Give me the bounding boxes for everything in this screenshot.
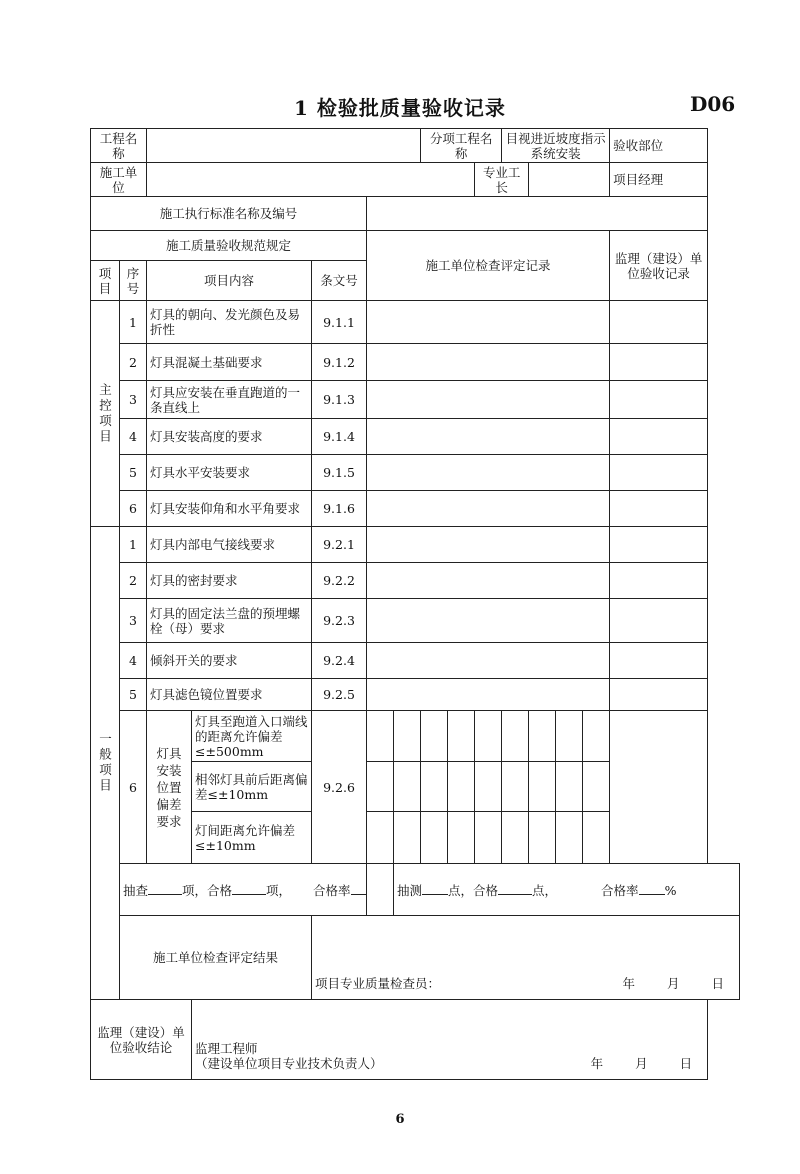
deviation-grid-cell[interactable]	[367, 711, 394, 762]
summary-measure-label: 抽测	[397, 882, 423, 898]
general-item-content: 灯具内部电气接线要求	[147, 527, 312, 563]
main-item-supervisor[interactable]	[610, 381, 708, 419]
main-item-record[interactable]	[367, 491, 610, 527]
main-item-supervisor[interactable]	[610, 491, 708, 527]
deviation-grid-cell[interactable]	[502, 812, 529, 864]
result-year: 年	[622, 976, 635, 991]
main-item-supervisor[interactable]	[610, 301, 708, 344]
general-item-record[interactable]	[367, 527, 610, 563]
summary-check	[120, 864, 367, 916]
item-header: 项目	[91, 261, 120, 301]
form-code: D06	[690, 92, 736, 116]
conclusion-date	[559, 1056, 705, 1071]
conclusion-month: 月	[635, 1056, 648, 1071]
general-item-clause: 9.2.4	[312, 643, 367, 679]
deviation-grid-cell[interactable]	[394, 762, 421, 812]
sub-project-label: 分项工程名称	[421, 129, 502, 163]
general-group-label: 一般项目	[91, 527, 120, 1000]
main-item-record[interactable]	[367, 301, 610, 344]
summary-measure-pass-field[interactable]	[498, 882, 532, 895]
summary-point-unit: 点，合格	[448, 882, 499, 898]
general-item-supervisor[interactable]	[610, 563, 708, 599]
deviation-grid-cell[interactable]	[556, 711, 583, 762]
deviation-clause: 9.2.6	[312, 711, 367, 864]
main-item-content: 灯具混凝土基础要求	[147, 344, 312, 381]
spec-header: 施工质量验收规范规定	[91, 231, 367, 261]
main-item-content: 灯具水平安装要求	[147, 455, 312, 491]
deviation-grid-cell[interactable]	[556, 812, 583, 864]
main-item-supervisor[interactable]	[610, 344, 708, 381]
summary-measure	[394, 864, 740, 916]
deviation-grid-cell[interactable]	[421, 711, 448, 762]
deviation-grid-cell[interactable]	[421, 762, 448, 812]
project-name-label: 工程名称	[91, 129, 147, 163]
main-item-content: 灯具安装高度的要求	[147, 419, 312, 455]
main-item-content: 灯具应安装在垂直跑道的一条直线上	[147, 381, 312, 419]
deviation-grid-cell[interactable]	[583, 812, 610, 864]
deviation-grid-cell[interactable]	[448, 812, 475, 864]
main-group-label: 主控项目	[91, 301, 120, 527]
general-item-content: 灯具滤色镜位置要求	[147, 679, 312, 711]
general-item-supervisor[interactable]	[610, 643, 708, 679]
conclusion-day: 日	[679, 1056, 693, 1071]
summary-measure-count-field[interactable]	[422, 882, 448, 895]
summary-check-label: 抽查	[123, 882, 149, 898]
seq-header: 序号	[120, 261, 147, 301]
main-item-record[interactable]	[367, 455, 610, 491]
accept-part-label: 验收部位	[613, 138, 664, 153]
summary-rate2-field[interactable]	[639, 882, 665, 895]
main-item-clause: 9.1.1	[312, 301, 367, 344]
page-title: 1 检验批质量验收记录	[294, 96, 506, 120]
general-item-content: 倾斜开关的要求	[147, 643, 312, 679]
deviation-grid-cell[interactable]	[448, 711, 475, 762]
foreman-field[interactable]	[529, 163, 610, 197]
deviation-grid-cell[interactable]	[475, 762, 502, 812]
main-item-record[interactable]	[367, 381, 610, 419]
supervisor-record-header: 监理（建设）单位验收记录	[610, 231, 708, 301]
main-item-clause: 9.1.4	[312, 419, 367, 455]
general-item-content: 灯具的固定法兰盘的预埋螺栓（母）要求	[147, 599, 312, 643]
summary-point-unit2: 点，	[532, 882, 558, 898]
main-item-record[interactable]	[367, 344, 610, 381]
deviation-grid-cell[interactable]	[529, 812, 556, 864]
conclusion-field[interactable]	[192, 1000, 708, 1080]
project-name-field[interactable]	[147, 129, 421, 163]
main-item-no: 4	[120, 419, 147, 455]
deviation-sub-2: 相邻灯具前后距离偏差≤±10mm	[192, 762, 312, 812]
general-item-no: 2	[120, 563, 147, 599]
summary-item-unit: 项，合格	[182, 882, 233, 898]
general-item-supervisor[interactable]	[610, 599, 708, 643]
general-item-record[interactable]	[367, 599, 610, 643]
accept-part-cell[interactable]	[610, 129, 708, 163]
main-item-content: 灯具的朝向、发光颜色及易折性	[147, 301, 312, 344]
main-item-clause: 9.1.5	[312, 455, 367, 491]
sub-project-value: 目视进近坡度指示系统安装	[502, 129, 610, 163]
deviation-grid-cell[interactable]	[502, 762, 529, 812]
construction-unit-field[interactable]	[147, 163, 475, 197]
general-item-supervisor[interactable]	[610, 527, 708, 563]
construction-unit-label: 施工单位	[91, 163, 147, 197]
deviation-grid-cell[interactable]	[394, 711, 421, 762]
summary-rate2-label: 合格率	[601, 882, 639, 898]
summary-pass-count-field[interactable]	[232, 882, 266, 895]
general-item-clause: 9.2.1	[312, 527, 367, 563]
result-inspector: 项目专业质量检查员：	[315, 976, 441, 991]
conclusion-engineer-note: （建设单位项目专业技术负责人）	[195, 1056, 383, 1071]
deviation-grid-cell[interactable]	[448, 762, 475, 812]
main-item-clause: 9.1.3	[312, 381, 367, 419]
general-item-no: 1	[120, 527, 147, 563]
deviation-grid-cell[interactable]	[583, 762, 610, 812]
main-item-no: 6	[120, 491, 147, 527]
summary-rate-field[interactable]	[351, 882, 367, 895]
deviation-supervisor[interactable]	[610, 711, 708, 864]
deviation-label-text: 灯具安装位置偏差要求	[156, 745, 182, 829]
general-item-record[interactable]	[367, 563, 610, 599]
deviation-grid-cell[interactable]	[475, 812, 502, 864]
result-label: 施工单位检查评定结果	[120, 916, 312, 1000]
main-item-no: 5	[120, 455, 147, 491]
main-item-supervisor[interactable]	[610, 455, 708, 491]
main-item-no: 3	[120, 381, 147, 419]
general-item-supervisor[interactable]	[610, 679, 708, 711]
deviation-sub-3: 灯间距离允许偏差≤±10mm	[192, 812, 312, 864]
manager-label: 项目经理	[613, 172, 664, 187]
standard-field[interactable]	[367, 197, 708, 231]
main-item-clause: 9.1.2	[312, 344, 367, 381]
main-item-record[interactable]	[367, 419, 610, 455]
result-day: 日	[711, 976, 724, 991]
deviation-grid-cell[interactable]	[502, 711, 529, 762]
main-item-content: 灯具安装仰角和水平角要求	[147, 491, 312, 527]
deviation-grid-cell[interactable]	[367, 762, 394, 812]
result-month: 月	[666, 976, 680, 991]
main-item-no: 2	[120, 344, 147, 381]
deviation-label	[147, 711, 192, 864]
general-item-no: 3	[120, 599, 147, 643]
result-date	[590, 976, 736, 991]
conclusion-label: 监理（建设）单位验收结论	[91, 1000, 192, 1080]
conclusion-year: 年	[590, 1056, 604, 1071]
summary-item-unit2: 项，	[266, 882, 292, 898]
general-item-record[interactable]	[367, 679, 610, 711]
result-field[interactable]	[312, 916, 740, 1000]
content-header: 项目内容	[147, 261, 312, 301]
deviation-grid-cell[interactable]	[367, 812, 394, 864]
main-item-no: 1	[120, 301, 147, 344]
summary-pct2: %	[664, 882, 677, 898]
summary-spacer	[367, 864, 394, 916]
standard-label: 施工执行标准名称及编号	[91, 197, 367, 231]
check-record-header: 施工单位检查评定记录	[367, 231, 610, 301]
inspection-form	[90, 128, 740, 1080]
general-item-clause: 9.2.2	[312, 563, 367, 599]
page-number: 6	[395, 1112, 405, 1127]
deviation-grid-cell[interactable]	[475, 711, 502, 762]
general-item-no: 5	[120, 679, 147, 711]
main-item-clause: 9.1.6	[312, 491, 367, 527]
main-item-supervisor[interactable]	[610, 419, 708, 455]
deviation-no: 6	[120, 711, 147, 864]
deviation-sub-1: 灯具至跑道入口端线的距离允许偏差≤±500mm	[192, 711, 312, 762]
general-item-content: 灯具的密封要求	[147, 563, 312, 599]
general-item-clause: 9.2.3	[312, 599, 367, 643]
general-item-clause: 9.2.5	[312, 679, 367, 711]
conclusion-engineer: 监理工程师	[195, 1041, 258, 1056]
clause-header: 条文号	[312, 261, 367, 301]
summary-check-count-field[interactable]	[148, 882, 182, 895]
foreman-label: 专业工长	[475, 163, 529, 197]
manager-cell[interactable]	[610, 163, 708, 197]
general-item-no: 4	[120, 643, 147, 679]
deviation-grid-cell[interactable]	[421, 812, 448, 864]
deviation-grid-cell[interactable]	[529, 711, 556, 762]
deviation-grid-cell[interactable]	[529, 762, 556, 812]
deviation-grid-cell[interactable]	[556, 762, 583, 812]
general-item-record[interactable]	[367, 643, 610, 679]
summary-rate-label: 合格率	[313, 882, 351, 898]
deviation-grid-cell[interactable]	[583, 711, 610, 762]
deviation-grid-cell[interactable]	[394, 812, 421, 864]
